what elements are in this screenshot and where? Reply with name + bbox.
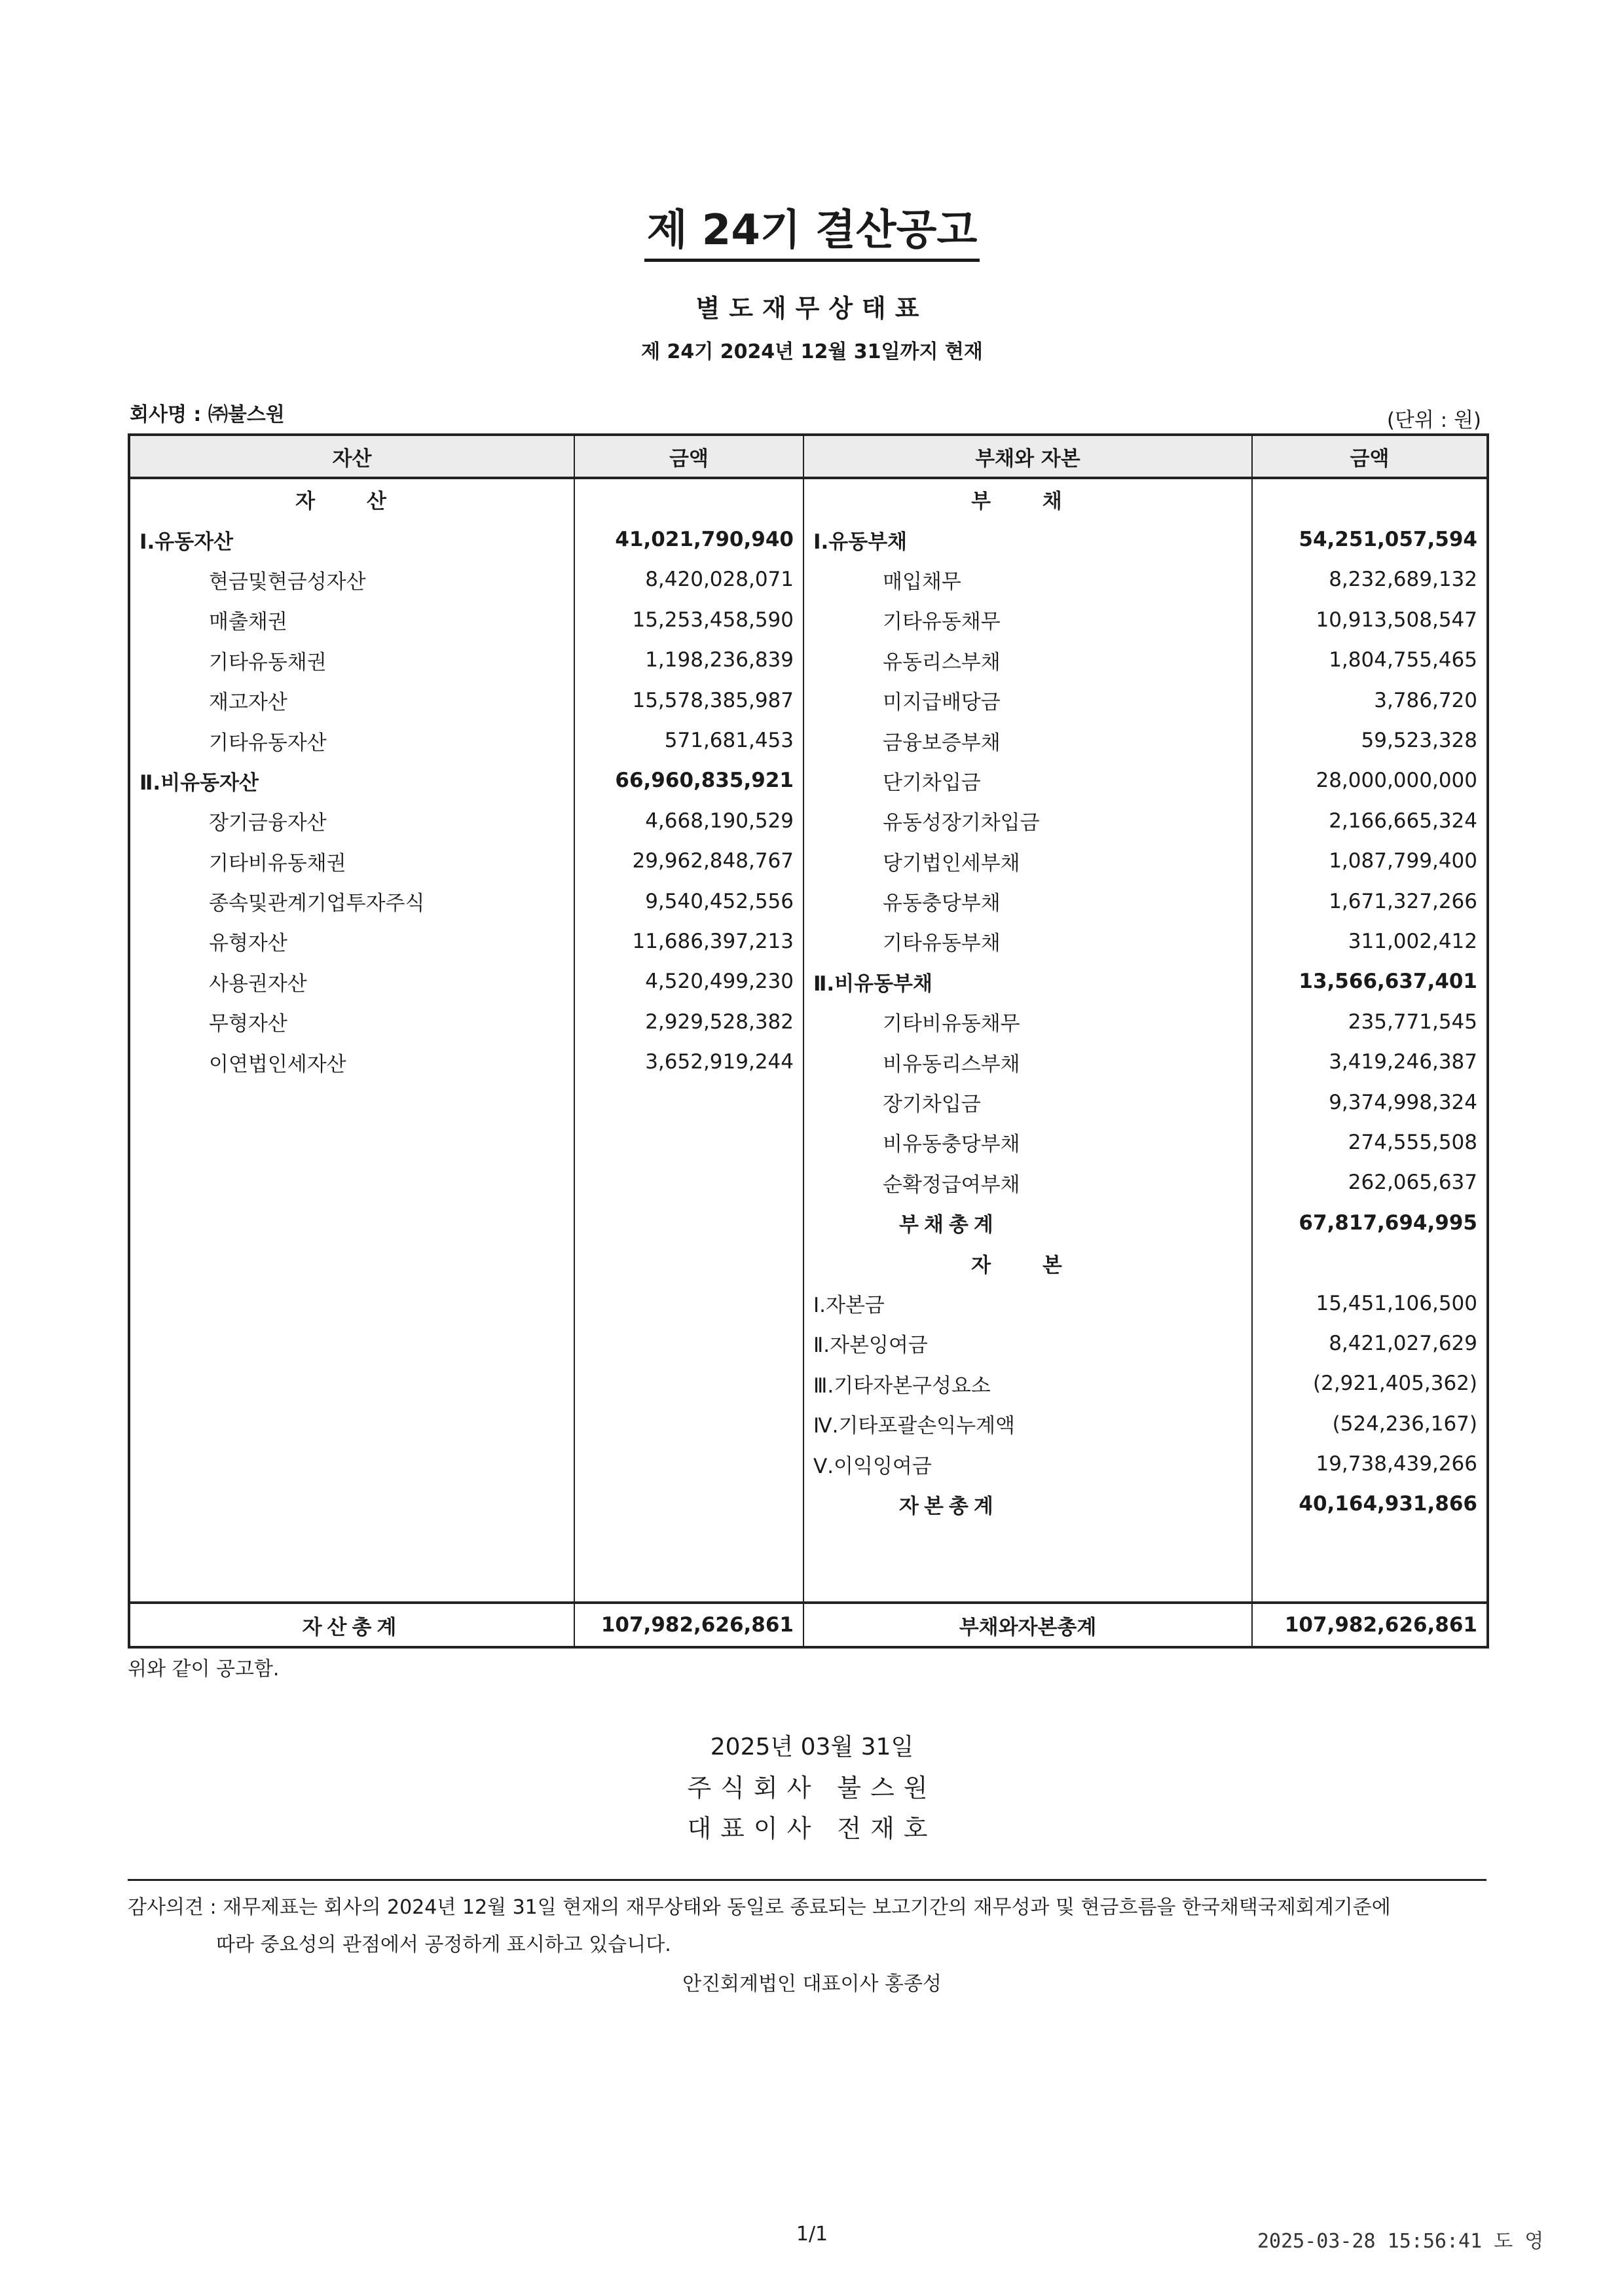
table-row xyxy=(129,478,1488,519)
liability-equity-amount: 8,421,027,629 xyxy=(1252,1323,1488,1363)
asset-label xyxy=(129,1203,574,1243)
asset-label xyxy=(129,1163,574,1203)
corporation-name: 주식회사 불스원 xyxy=(687,1774,937,1802)
asset-amount xyxy=(574,1404,803,1444)
table-body xyxy=(129,478,1488,1524)
table-row xyxy=(129,801,1488,841)
liability-equity-label: 부 채 xyxy=(803,478,1252,519)
asset-amount xyxy=(574,1444,803,1484)
liability-equity-label: Ⅲ.기타자본구성요소 xyxy=(803,1364,1252,1404)
liability-equity-label: 금융보증부채 xyxy=(803,720,1252,760)
liability-equity-amount: 54,251,057,594 xyxy=(1252,519,1488,559)
unit-label: (단위 : 원) xyxy=(1386,409,1481,432)
liability-equity-amount: 28,000,000,000 xyxy=(1252,761,1488,801)
liability-equity-label: Ⅰ.자본금 xyxy=(803,1283,1252,1323)
liability-equity-label: 비유동리스부채 xyxy=(803,1042,1252,1082)
auditor-name: 안진회계법인 대표이사 홍종성 xyxy=(682,1973,942,1995)
asset-label: 이연법인세자산 xyxy=(129,1042,574,1082)
liability-equity-amount: (524,236,167) xyxy=(1252,1404,1488,1444)
page-title: 제 24기 결산공고 xyxy=(0,196,1624,257)
table-row xyxy=(129,1404,1488,1444)
table-spacer-row xyxy=(129,1524,1488,1603)
asset-label: 유형자산 xyxy=(129,921,574,961)
asset-label xyxy=(129,1364,574,1404)
asset-label: 장기금융자산 xyxy=(129,801,574,841)
liability-equity-label: 기타유동채무 xyxy=(803,600,1252,640)
asset-label xyxy=(129,1404,574,1444)
table-row xyxy=(129,921,1488,961)
total-assets-label: 자산총계 xyxy=(129,1603,574,1647)
asset-label: 사용권자산 xyxy=(129,962,574,1002)
liability-equity-amount: 40,164,931,866 xyxy=(1252,1484,1488,1524)
liability-equity-amount: 67,817,694,995 xyxy=(1252,1203,1488,1243)
liability-equity-amount: (2,921,405,362) xyxy=(1252,1364,1488,1404)
liability-equity-label: Ⅱ.비유동부채 xyxy=(803,962,1252,1002)
table-row xyxy=(129,1203,1488,1243)
asset-amount: 2,929,528,382 xyxy=(574,1002,803,1042)
table-row xyxy=(129,640,1488,680)
statement-subtitle: 별도재무상태표 xyxy=(695,294,929,323)
header-amount: 금액 xyxy=(1252,435,1488,478)
asset-amount: 9,540,452,556 xyxy=(574,881,803,921)
asset-label xyxy=(129,1283,574,1323)
table-row xyxy=(129,841,1488,881)
table-row xyxy=(129,600,1488,640)
statement-period: 제 24기 2024년 12월 31일까지 현재 xyxy=(641,340,983,363)
liability-equity-amount: 59,523,328 xyxy=(1252,720,1488,760)
asset-amount xyxy=(574,1323,803,1363)
asset-amount xyxy=(574,1082,803,1122)
liability-equity-amount: 8,232,689,132 xyxy=(1252,560,1488,600)
asset-amount xyxy=(574,1364,803,1404)
total-assets-amount: 107,982,626,861 xyxy=(574,1603,803,1647)
table-row xyxy=(129,1082,1488,1122)
asset-label: 자 산 xyxy=(129,478,574,519)
asset-label: 기타유동채권 xyxy=(129,640,574,680)
table-row xyxy=(129,680,1488,720)
liability-equity-label: Ⅱ.자본잉여금 xyxy=(803,1323,1252,1363)
asset-label: 기타유동자산 xyxy=(129,720,574,760)
table-row xyxy=(129,1122,1488,1162)
audit-opinion-line-2: 따라 중요성의 관점에서 공정하게 표시하고 있습니다. xyxy=(216,1933,671,1956)
asset-label: Ⅱ.비유동자산 xyxy=(129,761,574,801)
ceo-name: 대표이사 전재호 xyxy=(687,1814,937,1843)
liability-equity-label: 단기차입금 xyxy=(803,761,1252,801)
liability-equity-amount: 13,566,637,401 xyxy=(1252,962,1488,1002)
liability-equity-label: 기타비유동채무 xyxy=(803,1002,1252,1042)
asset-label: 무형자산 xyxy=(129,1002,574,1042)
liability-equity-label: 비유동충당부채 xyxy=(803,1122,1252,1162)
asset-label xyxy=(129,1444,574,1484)
asset-amount xyxy=(574,1484,803,1524)
print-timestamp: 2025-03-28 15:56:41 도 영 xyxy=(1257,2230,1544,2253)
asset-amount: 3,652,919,244 xyxy=(574,1042,803,1082)
total-liabilities-equity-label: 부채와자본총계 xyxy=(803,1603,1252,1647)
table-row xyxy=(129,1364,1488,1404)
table-row xyxy=(129,720,1488,760)
table-row xyxy=(129,1042,1488,1082)
liability-equity-label: 기타유동부채 xyxy=(803,921,1252,961)
asset-amount xyxy=(574,1122,803,1162)
table-row xyxy=(129,962,1488,1002)
table-row xyxy=(129,1002,1488,1042)
table-total-row xyxy=(129,1603,1488,1647)
liability-equity-label: Ⅴ.이익잉여금 xyxy=(803,1444,1252,1484)
table-row xyxy=(129,1163,1488,1203)
liability-equity-amount: 19,738,439,266 xyxy=(1252,1444,1488,1484)
asset-amount: 1,198,236,839 xyxy=(574,640,803,680)
liability-equity-amount: 1,804,755,465 xyxy=(1252,640,1488,680)
liability-equity-amount: 274,555,508 xyxy=(1252,1122,1488,1162)
table-row xyxy=(129,1444,1488,1484)
table-row xyxy=(129,519,1488,559)
asset-amount: 4,668,190,529 xyxy=(574,801,803,841)
asset-label: 매출채권 xyxy=(129,600,574,640)
company-name: 회사명 : ㈜불스원 xyxy=(130,403,285,426)
asset-amount: 29,962,848,767 xyxy=(574,841,803,881)
asset-amount: 4,520,499,230 xyxy=(574,962,803,1002)
table-row xyxy=(129,1484,1488,1524)
liability-equity-amount: 2,166,665,324 xyxy=(1252,801,1488,841)
liability-equity-label: 유동성장기차입금 xyxy=(803,801,1252,841)
liability-equity-amount: 15,451,106,500 xyxy=(1252,1283,1488,1323)
liability-equity-label: 자본총계 xyxy=(803,1484,1252,1524)
liability-equity-amount: 311,002,412 xyxy=(1252,921,1488,961)
asset-amount: 15,578,385,987 xyxy=(574,680,803,720)
liability-equity-label: Ⅳ.기타포괄손익누계액 xyxy=(803,1404,1252,1444)
liability-equity-amount: 1,671,327,266 xyxy=(1252,881,1488,921)
asset-label: 기타비유동채권 xyxy=(129,841,574,881)
liability-equity-amount: 1,087,799,400 xyxy=(1252,841,1488,881)
liability-equity-amount: 235,771,545 xyxy=(1252,1002,1488,1042)
liability-equity-amount xyxy=(1252,1243,1488,1283)
liability-equity-label: 유동충당부채 xyxy=(803,881,1252,921)
asset-label xyxy=(129,1122,574,1162)
asset-label xyxy=(129,1082,574,1122)
header-liabilities-equity: 부채와 자본 xyxy=(803,435,1252,478)
liability-equity-label: Ⅰ.유동부채 xyxy=(803,519,1252,559)
asset-label: Ⅰ.유동자산 xyxy=(129,519,574,559)
asset-amount: 41,021,790,940 xyxy=(574,519,803,559)
asset-amount xyxy=(574,1283,803,1323)
asset-label: 현금및현금성자산 xyxy=(129,560,574,600)
divider xyxy=(128,1879,1486,1881)
liability-equity-amount: 10,913,508,547 xyxy=(1252,600,1488,640)
audit-opinion-line-1: 감사의견 : 재무제표는 회사의 2024년 12월 31일 현재의 재무상태와 동일로 종료되는 보고기간의 재무성과 및 현금흐름을 한국채택국제회계기준에 xyxy=(128,1896,1391,1919)
asset-label xyxy=(129,1484,574,1524)
liability-equity-label: 유동리스부채 xyxy=(803,640,1252,680)
liability-equity-label: 부채총계 xyxy=(803,1203,1252,1243)
liability-equity-amount: 3,419,246,387 xyxy=(1252,1042,1488,1082)
asset-label: 재고자산 xyxy=(129,680,574,720)
asset-amount: 571,681,453 xyxy=(574,720,803,760)
asset-amount xyxy=(574,1243,803,1283)
liability-equity-label: 미지급배당금 xyxy=(803,680,1252,720)
asset-label: 종속및관계기업투자주식 xyxy=(129,881,574,921)
table-row xyxy=(129,560,1488,600)
table-row xyxy=(129,881,1488,921)
table-row xyxy=(129,1243,1488,1283)
asset-amount: 11,686,397,213 xyxy=(574,921,803,961)
announcement-note: 위와 같이 공고함. xyxy=(128,1658,280,1681)
liability-equity-label: 장기차입금 xyxy=(803,1082,1252,1122)
asset-label xyxy=(129,1323,574,1363)
liability-equity-label: 자 본 xyxy=(803,1243,1252,1283)
announcement-date: 2025년 03월 31일 xyxy=(710,1734,914,1760)
asset-amount: 8,420,028,071 xyxy=(574,560,803,600)
asset-label xyxy=(129,1243,574,1283)
liability-equity-label: 순확정급여부채 xyxy=(803,1163,1252,1203)
total-liabilities-equity-amount: 107,982,626,861 xyxy=(1252,1603,1488,1647)
header-amount: 금액 xyxy=(574,435,803,478)
liability-equity-amount: 3,786,720 xyxy=(1252,680,1488,720)
asset-amount: 66,960,835,921 xyxy=(574,761,803,801)
liability-equity-amount xyxy=(1252,478,1488,519)
table-row xyxy=(129,1283,1488,1323)
header-assets: 자산 xyxy=(129,435,574,478)
liability-equity-amount: 262,065,637 xyxy=(1252,1163,1488,1203)
table-header-row xyxy=(129,435,1488,478)
liability-equity-label: 당기법인세부채 xyxy=(803,841,1252,881)
balance-sheet-table xyxy=(128,433,1489,1649)
asset-amount xyxy=(574,1203,803,1243)
asset-amount xyxy=(574,1163,803,1203)
liability-equity-amount: 9,374,998,324 xyxy=(1252,1082,1488,1122)
liability-equity-label: 매입채무 xyxy=(803,560,1252,600)
table-row xyxy=(129,761,1488,801)
asset-amount: 15,253,458,590 xyxy=(574,600,803,640)
page-number: 1/1 xyxy=(796,2223,828,2246)
table-row xyxy=(129,1323,1488,1363)
asset-amount xyxy=(574,478,803,519)
